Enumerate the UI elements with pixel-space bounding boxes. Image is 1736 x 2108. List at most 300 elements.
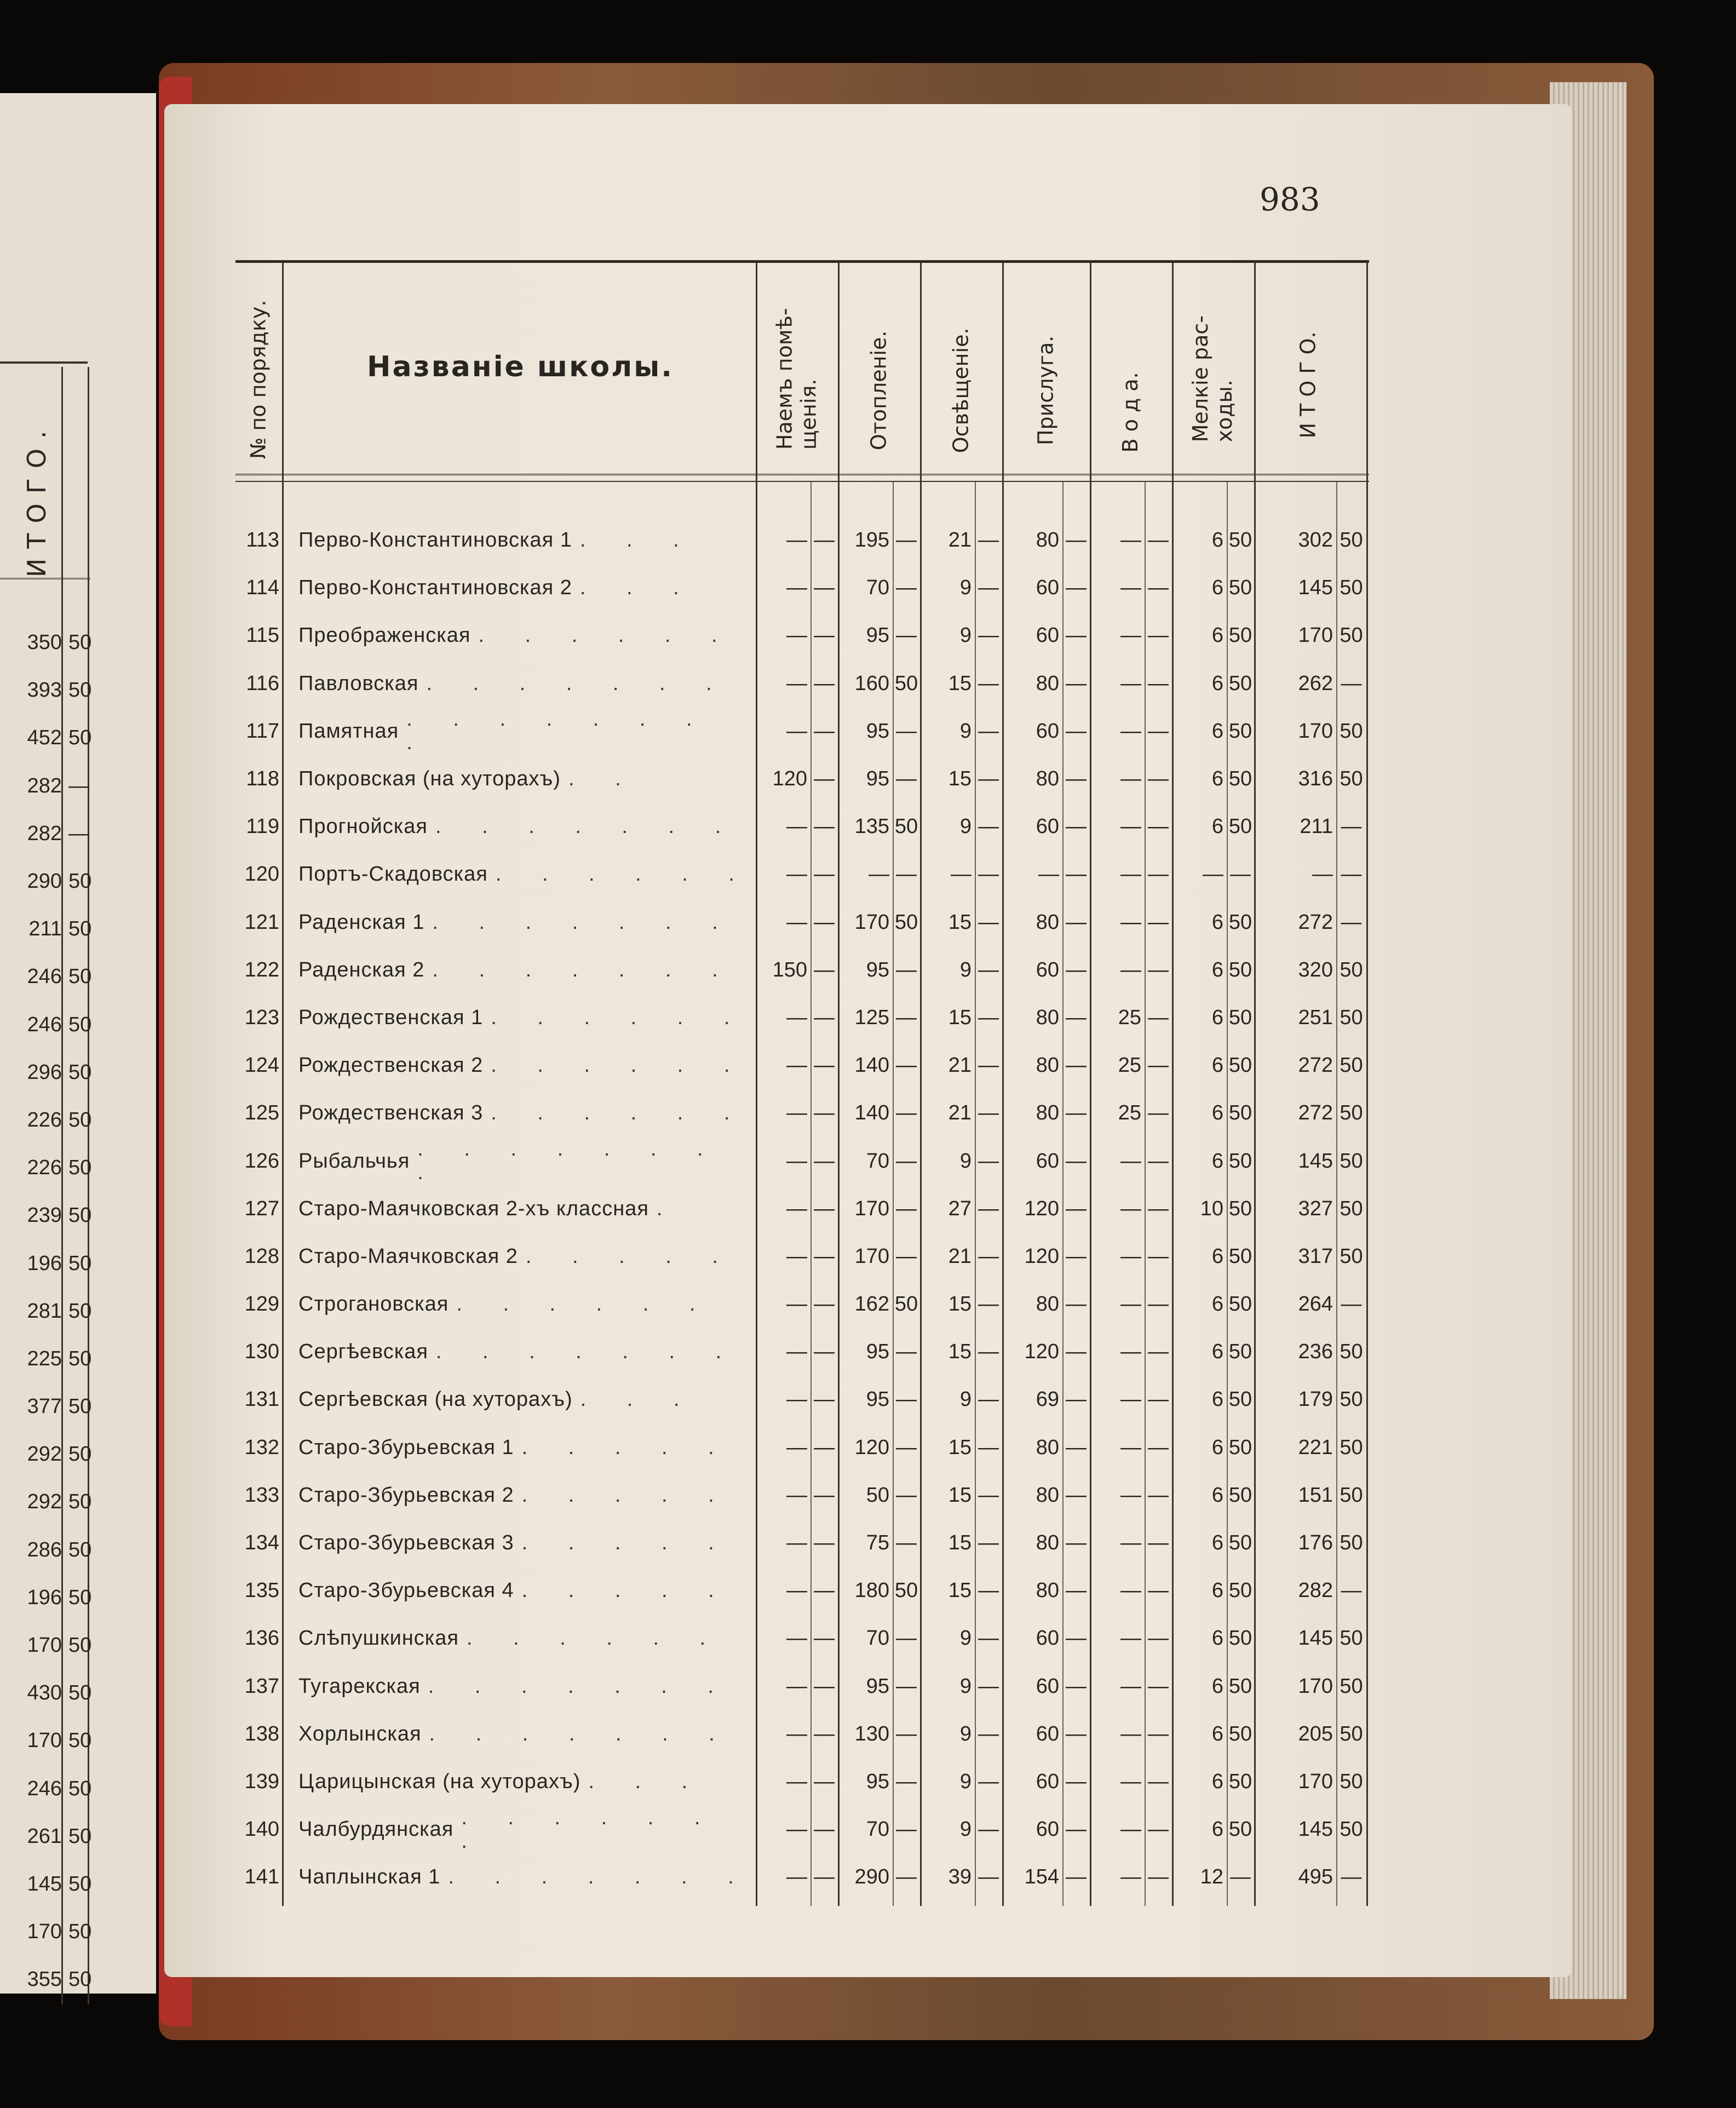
light-rubles: 15 xyxy=(948,1006,972,1029)
light-kopecks: — xyxy=(978,1722,999,1745)
table-row xyxy=(235,1615,1369,1662)
leader-dots: . . xyxy=(568,767,639,791)
rent-kopecks: — xyxy=(814,624,835,647)
rent-rubles: — xyxy=(786,910,807,934)
left-total-row xyxy=(0,1956,90,2003)
light-rubles: 15 xyxy=(948,1483,972,1507)
row-number: 128 xyxy=(244,1244,279,1268)
school-name-cell xyxy=(298,612,753,659)
rent-rubles: — xyxy=(786,1483,807,1507)
small-rubles: 6 xyxy=(1211,1054,1223,1077)
school-name-cell xyxy=(298,1185,753,1233)
left-total-row xyxy=(0,1383,90,1431)
light-rubles: 39 xyxy=(948,1865,972,1889)
small-kopecks: 50 xyxy=(1228,1054,1252,1077)
heat-rubles: 170 xyxy=(854,1244,889,1268)
serv-rubles: 60 xyxy=(1036,719,1059,743)
left-total-row xyxy=(0,1622,90,1669)
left-total-row xyxy=(0,1669,90,1717)
header-lighting xyxy=(920,260,1002,474)
total-rubles: 151 xyxy=(1298,1483,1333,1507)
heat-rubles: — xyxy=(869,863,889,886)
row-number: 115 xyxy=(246,624,279,647)
leader-dots: . . . . . . . xyxy=(429,1722,732,1745)
small-rubles: 6 xyxy=(1211,529,1223,552)
left-total-row xyxy=(0,1478,90,1526)
header-water-label: В о д а. xyxy=(1118,372,1143,453)
water-kopecks: — xyxy=(1148,1865,1169,1889)
school-name: Павловская xyxy=(298,671,419,695)
header-servants-label: Прислуга. xyxy=(1033,335,1058,446)
light-rubles: 9 xyxy=(959,958,972,981)
heat-rubles: 120 xyxy=(854,1435,889,1459)
water-kopecks: — xyxy=(1148,910,1169,934)
light-rubles: 9 xyxy=(959,719,972,743)
left-total-row xyxy=(0,858,90,905)
total-rubles: 179 xyxy=(1298,1388,1333,1411)
left-total-row xyxy=(0,1860,90,1908)
heat-rubles: 95 xyxy=(866,767,889,791)
rent-rubles: — xyxy=(786,1006,807,1029)
light-rubles: 15 xyxy=(948,1531,972,1555)
school-name: Старо-Збурьевская 2 xyxy=(298,1483,514,1507)
rent-kopecks: — xyxy=(814,1818,835,1841)
header-heating-label: Отопленіе. xyxy=(866,330,891,451)
header-servants xyxy=(1002,260,1090,474)
left-total-row xyxy=(0,1908,90,1956)
total-kopecks: 50 xyxy=(1340,1054,1363,1077)
school-name: Тугарекская xyxy=(298,1674,421,1698)
light-rubles: 15 xyxy=(948,1435,972,1459)
total-kopecks: 50 xyxy=(1340,1149,1363,1173)
table-row xyxy=(235,1758,1369,1806)
serv-rubles: 80 xyxy=(1036,1435,1059,1459)
left-facing-page xyxy=(0,93,156,1994)
small-kopecks: 50 xyxy=(1228,958,1252,981)
row-number: 139 xyxy=(244,1770,279,1793)
leader-dots: . . . . . xyxy=(521,1531,732,1555)
left-total-rubles: 292 xyxy=(27,1490,62,1514)
school-name: Прогнойская xyxy=(298,815,428,838)
small-kopecks: 50 xyxy=(1228,529,1252,552)
school-name: Сергѣевская (на хуторахъ) xyxy=(298,1388,573,1411)
serv-rubles: 60 xyxy=(1036,1627,1059,1650)
rent-rubles: 150 xyxy=(772,958,807,981)
serv-rubles: 60 xyxy=(1036,958,1059,981)
water-kopecks: — xyxy=(1148,1101,1169,1125)
heat-kopecks: — xyxy=(896,1101,917,1125)
school-name: Старо-Збурьевская 3 xyxy=(298,1531,514,1555)
row-number: 132 xyxy=(244,1435,279,1459)
water-rubles: 25 xyxy=(1118,1006,1141,1029)
left-total-kopecks: 50 xyxy=(68,1634,92,1657)
header-name: Названіе школы. xyxy=(366,351,674,383)
small-kopecks: — xyxy=(1230,1865,1251,1889)
table-row xyxy=(235,1853,1369,1901)
left-total-row xyxy=(0,667,90,714)
rent-kopecks: — xyxy=(814,1865,835,1889)
school-name: Царицынская (на хуторахъ) xyxy=(298,1770,581,1793)
left-total-row xyxy=(0,619,90,667)
light-rubles: 21 xyxy=(948,529,972,552)
school-name: Рождественская 3 xyxy=(298,1101,484,1125)
water-kopecks: — xyxy=(1148,671,1169,695)
heat-kopecks: — xyxy=(896,1818,917,1841)
row-number: 117 xyxy=(246,719,279,743)
light-rubles: 15 xyxy=(948,767,972,791)
water-kopecks: — xyxy=(1148,1579,1169,1602)
school-name-cell xyxy=(298,1853,753,1901)
small-rubles: 6 xyxy=(1211,958,1223,981)
header-water xyxy=(1090,260,1172,474)
table-body xyxy=(235,516,1369,1901)
left-total-kopecks: 50 xyxy=(68,965,92,989)
school-name-cell xyxy=(298,1376,753,1423)
total-kopecks: — xyxy=(1341,910,1362,934)
total-rubles: 251 xyxy=(1298,1006,1333,1029)
small-kopecks: 50 xyxy=(1228,1531,1252,1555)
header-rent-label: Наемъ помѣ- щенія. xyxy=(772,307,820,450)
serv-kopecks: — xyxy=(1066,1579,1087,1602)
water-rubles: — xyxy=(1120,1483,1141,1507)
water-rubles: — xyxy=(1120,1244,1141,1268)
serv-kopecks: — xyxy=(1066,1627,1087,1650)
school-name-cell xyxy=(298,1424,753,1472)
school-name-cell xyxy=(298,946,753,994)
row-number: 140 xyxy=(244,1818,279,1841)
serv-kopecks: — xyxy=(1066,1293,1087,1316)
total-rubles: 302 xyxy=(1298,529,1333,552)
leader-dots: . . . xyxy=(579,576,697,600)
total-kopecks: — xyxy=(1341,863,1362,886)
light-kopecks: — xyxy=(978,719,999,743)
water-rubles: — xyxy=(1120,1674,1141,1698)
rent-kopecks: — xyxy=(814,1006,835,1029)
school-name-cell xyxy=(298,755,753,803)
light-kopecks: — xyxy=(978,1054,999,1077)
row-number: 127 xyxy=(244,1197,279,1220)
school-name-cell xyxy=(298,803,753,851)
total-rubles: 211 xyxy=(1300,815,1333,838)
heat-rubles: 70 xyxy=(866,576,889,600)
leader-dots: . . . . . . . xyxy=(432,958,735,981)
leader-dots: . . . . . . . . xyxy=(417,1138,721,1185)
row-number: 135 xyxy=(244,1579,279,1602)
small-rubles: 6 xyxy=(1211,1149,1223,1173)
small-rubles: 6 xyxy=(1211,815,1223,838)
left-total-row xyxy=(0,1574,90,1622)
left-total-rubles: 170 xyxy=(27,1729,62,1753)
small-rubles: 6 xyxy=(1211,910,1223,934)
serv-kopecks: — xyxy=(1066,671,1087,695)
table-row xyxy=(235,660,1369,708)
water-kopecks: — xyxy=(1148,815,1169,838)
row-number: 123 xyxy=(244,1006,279,1029)
water-rubles: — xyxy=(1120,1340,1141,1364)
header-rent xyxy=(756,260,838,474)
light-kopecks: — xyxy=(978,1627,999,1650)
small-kopecks: 50 xyxy=(1228,1818,1252,1841)
light-rubles: 9 xyxy=(959,1149,972,1173)
school-name-cell xyxy=(298,1328,753,1376)
water-kopecks: — xyxy=(1148,1674,1169,1698)
serv-kopecks: — xyxy=(1066,1674,1087,1698)
serv-rubles: 80 xyxy=(1036,767,1059,791)
leader-dots: . . . . . xyxy=(521,1483,732,1507)
left-total-row xyxy=(0,1049,90,1096)
rent-rubles: — xyxy=(786,1627,807,1650)
leader-dots: . . . . . . . xyxy=(432,910,735,934)
school-name: Строгановская xyxy=(298,1293,449,1316)
small-rubles: 6 xyxy=(1211,1483,1223,1507)
serv-rubles: — xyxy=(1038,863,1059,886)
rent-kopecks: — xyxy=(814,1293,835,1316)
small-kopecks: 50 xyxy=(1228,1579,1252,1602)
table-row xyxy=(235,851,1369,898)
small-rubles: 6 xyxy=(1211,767,1223,791)
water-rubles: — xyxy=(1120,1818,1141,1841)
light-kopecks: — xyxy=(978,671,999,695)
left-total-kopecks: 50 xyxy=(68,917,92,941)
rent-rubles: — xyxy=(786,1340,807,1364)
small-kopecks: 50 xyxy=(1228,1101,1252,1125)
left-total-kopecks: 50 xyxy=(68,726,92,750)
school-name-cell xyxy=(298,899,753,946)
row-number: 113 xyxy=(246,529,279,552)
total-rubles: 170 xyxy=(1298,624,1333,647)
light-rubles: 9 xyxy=(959,1770,972,1793)
water-kopecks: — xyxy=(1148,1531,1169,1555)
row-number: 118 xyxy=(246,767,279,791)
serv-rubles: 80 xyxy=(1036,1483,1059,1507)
heat-rubles: 140 xyxy=(854,1101,889,1125)
total-kopecks: — xyxy=(1341,1293,1362,1316)
left-total-rubles: 145 xyxy=(27,1872,62,1896)
light-rubles: 9 xyxy=(959,1722,972,1745)
heat-rubles: 70 xyxy=(866,1627,889,1650)
small-rubles: 6 xyxy=(1211,1101,1223,1125)
water-rubles: — xyxy=(1120,910,1141,934)
table-row xyxy=(235,803,1369,851)
heat-rubles: 125 xyxy=(854,1006,889,1029)
school-name: Старо-Збурьевская 4 xyxy=(298,1579,514,1602)
light-rubles: 9 xyxy=(959,576,972,600)
leader-dots: . . . xyxy=(588,1770,705,1793)
total-rubles: 272 xyxy=(1298,1101,1333,1125)
water-rubles: — xyxy=(1120,815,1141,838)
left-total-row xyxy=(0,762,90,810)
table-row xyxy=(235,1185,1369,1233)
light-rubles: 9 xyxy=(959,815,972,838)
left-total-rubles: 290 xyxy=(27,870,62,893)
left-total-kopecks: 50 xyxy=(68,631,92,654)
left-total-rubles: 377 xyxy=(27,1395,62,1418)
water-kopecks: — xyxy=(1148,576,1169,600)
header-small-expenses xyxy=(1172,260,1254,474)
serv-rubles: 80 xyxy=(1036,1101,1059,1125)
total-kopecks: 50 xyxy=(1340,1531,1363,1555)
leader-dots: . . . xyxy=(579,529,697,552)
left-total-rubles: 211 xyxy=(28,917,62,941)
small-rubles: 10 xyxy=(1200,1197,1223,1220)
row-number: 138 xyxy=(244,1722,279,1745)
rent-rubles: — xyxy=(786,1149,807,1173)
row-number: 136 xyxy=(244,1627,279,1650)
rent-kopecks: — xyxy=(814,1149,835,1173)
total-kopecks: 50 xyxy=(1340,767,1363,791)
total-rubles: 176 xyxy=(1298,1531,1333,1555)
small-rubles: 6 xyxy=(1211,671,1223,695)
left-total-row xyxy=(0,1335,90,1383)
rent-kopecks: — xyxy=(814,576,835,600)
total-rubles: — xyxy=(1312,863,1333,886)
total-rubles: 145 xyxy=(1298,1627,1333,1650)
light-rubles: 9 xyxy=(959,624,972,647)
serv-kopecks: — xyxy=(1066,910,1087,934)
left-total-kopecks: 50 xyxy=(68,1538,92,1561)
water-rubles: — xyxy=(1120,624,1141,647)
serv-kopecks: — xyxy=(1066,1006,1087,1029)
total-rubles: 282 xyxy=(1298,1579,1333,1602)
total-kopecks: 50 xyxy=(1340,1722,1363,1745)
water-kopecks: — xyxy=(1148,1818,1169,1841)
left-total-kopecks: 50 xyxy=(68,1872,92,1896)
water-rubles: — xyxy=(1120,671,1141,695)
left-total-kopecks: 50 xyxy=(68,1681,92,1705)
light-kopecks: — xyxy=(978,576,999,600)
school-name: Перво-Константиновская 2 xyxy=(298,576,572,600)
light-rubles: 15 xyxy=(948,1293,972,1316)
leader-dots: . . . . . . . xyxy=(435,1340,739,1364)
total-kopecks: 50 xyxy=(1340,1674,1363,1698)
left-total-rubles: 225 xyxy=(27,1347,62,1370)
water-kopecks: — xyxy=(1148,1722,1169,1745)
light-rubles: — xyxy=(951,863,972,886)
small-rubles: 6 xyxy=(1211,719,1223,743)
total-rubles: 495 xyxy=(1298,1865,1333,1889)
small-kopecks: 50 xyxy=(1228,1435,1252,1459)
water-rubles: — xyxy=(1120,1435,1141,1459)
heat-kopecks: — xyxy=(896,529,917,552)
header-bottom-rule xyxy=(235,474,1369,482)
total-rubles: 272 xyxy=(1298,910,1333,934)
header-no xyxy=(235,260,282,474)
heat-rubles: 95 xyxy=(866,1388,889,1411)
school-name-cell xyxy=(298,660,753,708)
light-rubles: 21 xyxy=(948,1054,972,1077)
small-kopecks: 50 xyxy=(1228,1722,1252,1745)
school-name: Раденская 2 xyxy=(298,958,425,981)
table-row xyxy=(235,564,1369,612)
total-kopecks: 50 xyxy=(1340,958,1363,981)
serv-kopecks: — xyxy=(1066,1197,1087,1220)
total-kopecks: 50 xyxy=(1340,624,1363,647)
small-kopecks: 50 xyxy=(1228,1149,1252,1173)
total-kopecks: 50 xyxy=(1340,1627,1363,1650)
heat-kopecks: — xyxy=(896,863,917,886)
total-rubles: 170 xyxy=(1298,1770,1333,1793)
total-rubles: 205 xyxy=(1298,1722,1333,1745)
left-total-row xyxy=(0,1765,90,1813)
table-row xyxy=(235,1806,1369,1853)
heat-rubles: 50 xyxy=(866,1483,889,1507)
small-rubles: 6 xyxy=(1211,1244,1223,1268)
table-row xyxy=(235,612,1369,659)
rent-rubles: — xyxy=(786,863,807,886)
left-total-row xyxy=(0,714,90,762)
water-kopecks: — xyxy=(1148,1627,1169,1650)
serv-kopecks: — xyxy=(1066,624,1087,647)
school-name-cell xyxy=(298,1806,753,1853)
rent-kopecks: — xyxy=(814,1244,835,1268)
row-number: 124 xyxy=(244,1054,279,1077)
leader-dots: . . . . . xyxy=(521,1579,732,1602)
heat-kopecks: — xyxy=(896,624,917,647)
left-total-rubles: 196 xyxy=(27,1586,62,1609)
left-total-kopecks: 50 xyxy=(68,679,92,702)
left-total-kopecks: 50 xyxy=(68,1395,92,1418)
serv-rubles: 80 xyxy=(1036,1579,1059,1602)
heat-rubles: 140 xyxy=(854,1054,889,1077)
heat-rubles: 170 xyxy=(854,1197,889,1220)
leader-dots: . . . . . . xyxy=(491,1101,748,1125)
rent-kopecks: — xyxy=(814,1101,835,1125)
left-total-kopecks: 50 xyxy=(68,1013,92,1036)
serv-kopecks: — xyxy=(1066,863,1087,886)
left-total-row xyxy=(0,1813,90,1860)
school-name: Портъ-Скадовская xyxy=(298,863,488,886)
serv-rubles: 60 xyxy=(1036,1818,1059,1841)
left-total-rubles: 170 xyxy=(27,1920,62,1944)
water-rubles: — xyxy=(1120,958,1141,981)
heat-kopecks: 50 xyxy=(894,1579,918,1602)
total-rubles: 145 xyxy=(1298,1818,1333,1841)
heat-rubles: 95 xyxy=(866,1674,889,1698)
light-kopecks: — xyxy=(978,1435,999,1459)
total-rubles: 320 xyxy=(1298,958,1333,981)
left-total-kopecks: 50 xyxy=(68,1060,92,1084)
leader-dots: . xyxy=(656,1197,680,1220)
table-row xyxy=(235,1233,1369,1280)
water-kopecks: — xyxy=(1148,1293,1169,1316)
row-number: 116 xyxy=(246,671,279,695)
small-kopecks: 50 xyxy=(1228,815,1252,838)
page-number: 983 xyxy=(1260,181,1320,218)
water-rubles: 25 xyxy=(1118,1054,1141,1077)
rent-rubles: — xyxy=(786,1865,807,1889)
heat-rubles: 135 xyxy=(854,815,889,838)
small-rubles: 6 xyxy=(1211,1818,1223,1841)
light-kopecks: — xyxy=(978,958,999,981)
left-total-row xyxy=(0,1717,90,1765)
water-kopecks: — xyxy=(1148,1483,1169,1507)
light-kopecks: — xyxy=(978,1674,999,1698)
school-name: Преображенская xyxy=(298,624,471,647)
small-kopecks: 50 xyxy=(1228,624,1252,647)
school-name-cell xyxy=(298,994,753,1042)
water-kopecks: — xyxy=(1148,1197,1169,1220)
left-total-rubles: 452 xyxy=(27,726,62,750)
school-name: Раденская 1 xyxy=(298,910,425,934)
heat-rubles: 70 xyxy=(866,1149,889,1173)
total-rubles: 145 xyxy=(1298,576,1333,600)
total-kopecks: 50 xyxy=(1340,1244,1363,1268)
small-kopecks: 50 xyxy=(1228,1244,1252,1268)
school-name: Старо-Маячковская 2-хъ классная xyxy=(298,1197,649,1220)
left-total-row xyxy=(0,810,90,858)
school-name-cell xyxy=(298,1472,753,1519)
serv-rubles: 80 xyxy=(1036,529,1059,552)
